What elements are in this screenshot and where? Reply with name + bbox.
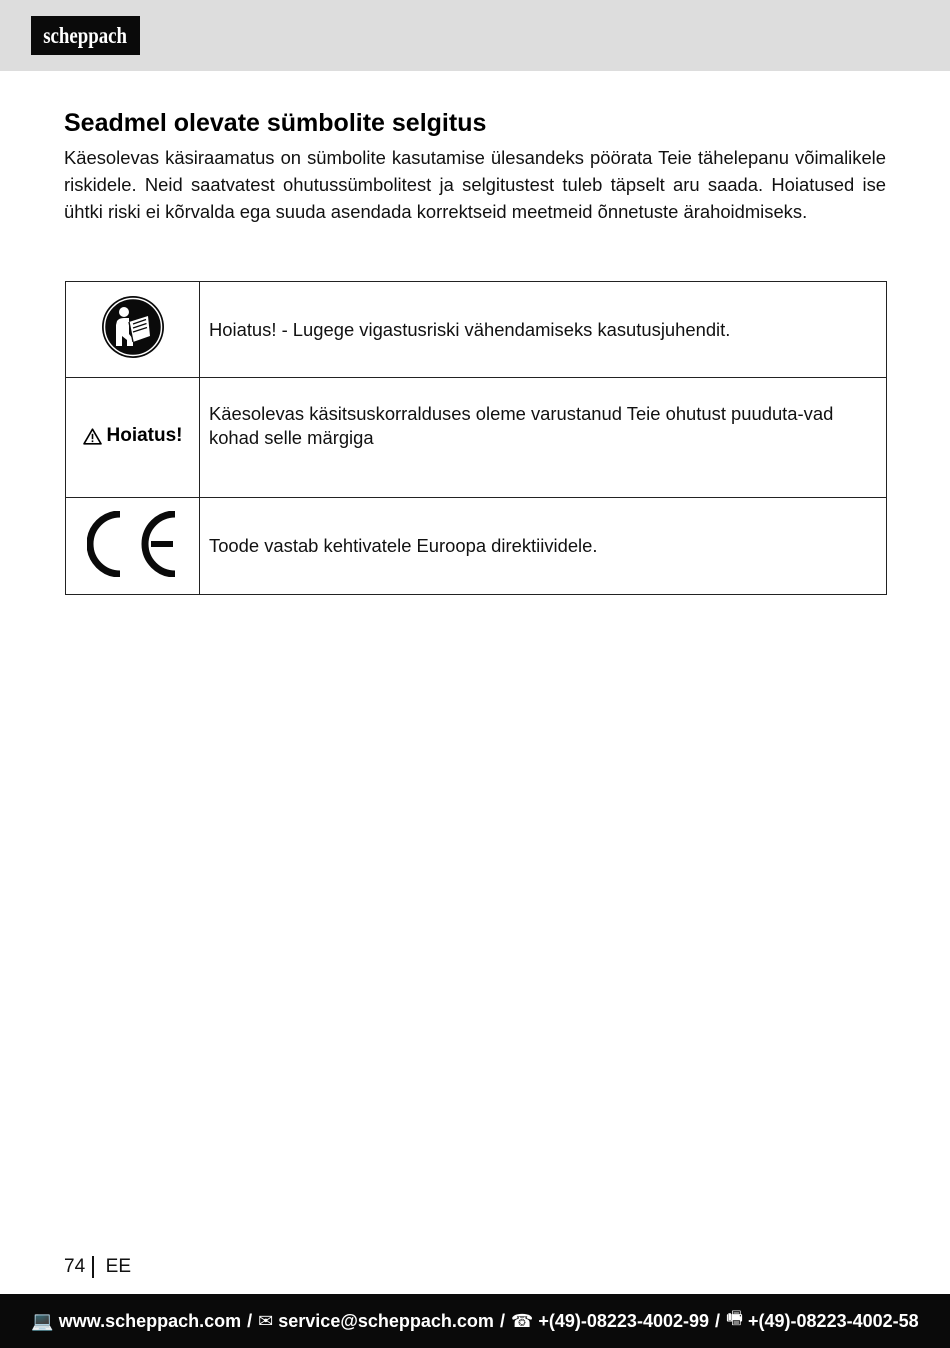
- footer-fax: +(49)-08223-4002-58: [748, 1310, 919, 1331]
- read-manual-icon: [100, 294, 166, 360]
- symbol-cell: [66, 378, 200, 498]
- logo-text: scheppach: [43, 22, 128, 48]
- symbol-description: Käesolevas käsitsuskorralduses oleme varustanud Teie ohutust puuduta-vad kohad selle märgiga: [200, 378, 887, 498]
- warning-triangle-icon: [83, 428, 102, 445]
- fax-icon: 🖷: [726, 1308, 744, 1328]
- table-row: [66, 498, 887, 595]
- footer-separator: /: [715, 1310, 721, 1331]
- ce-mark-icon: [87, 511, 179, 577]
- page-header: [0, 0, 950, 71]
- table-row: [66, 282, 887, 378]
- phone-icon: ☎: [510, 1310, 534, 1331]
- symbol-cell: [66, 282, 200, 378]
- table-row: [66, 378, 887, 498]
- footer-website[interactable]: www.scheppach.com: [58, 1310, 242, 1331]
- intro-paragraph: Käesolevas käsiraamatus on sümbolite kasutamise ülesandeks pöörata Teie tähelepanu võimalikele riskidele. Neid saatvatest ohutussümbolitest ja selgitustest tuleb täpselt aru saada. Hoiatused ise ühtki riski ei kõrvalda ega suuda asendada korrektseid meetmeid õnnetuste ärahoidmiseks.: [64, 147, 886, 222]
- symbol-cell: [66, 498, 200, 595]
- warning-label: [83, 425, 183, 447]
- symbol-description: Hoiatus! - Lugege vigastusriski vähendamiseks kasutusjuhendit.: [200, 282, 887, 378]
- scheppach-logo: [31, 16, 140, 55]
- page-footer: [0, 1294, 950, 1348]
- warning-label-text: Hoiatus!: [106, 425, 183, 447]
- page-number-block: [64, 1256, 131, 1278]
- footer-separator: /: [499, 1310, 505, 1331]
- page-title: Seadmel olevate sümbolite selgitus: [64, 109, 487, 137]
- footer-email[interactable]: service@scheppach.com: [278, 1310, 494, 1331]
- divider: [92, 1256, 94, 1278]
- footer-separator: /: [247, 1310, 253, 1331]
- symbols-table: [65, 281, 887, 595]
- computer-icon: 💻: [31, 1310, 54, 1331]
- email-icon: ✉: [258, 1310, 274, 1331]
- footer-phone: +(49)-08223-4002-99: [538, 1310, 709, 1331]
- language-code: EE: [105, 1256, 131, 1277]
- page-number: 74: [64, 1256, 86, 1277]
- symbol-description: Toode vastab kehtivatele Euroopa direktiividele.: [200, 498, 887, 595]
